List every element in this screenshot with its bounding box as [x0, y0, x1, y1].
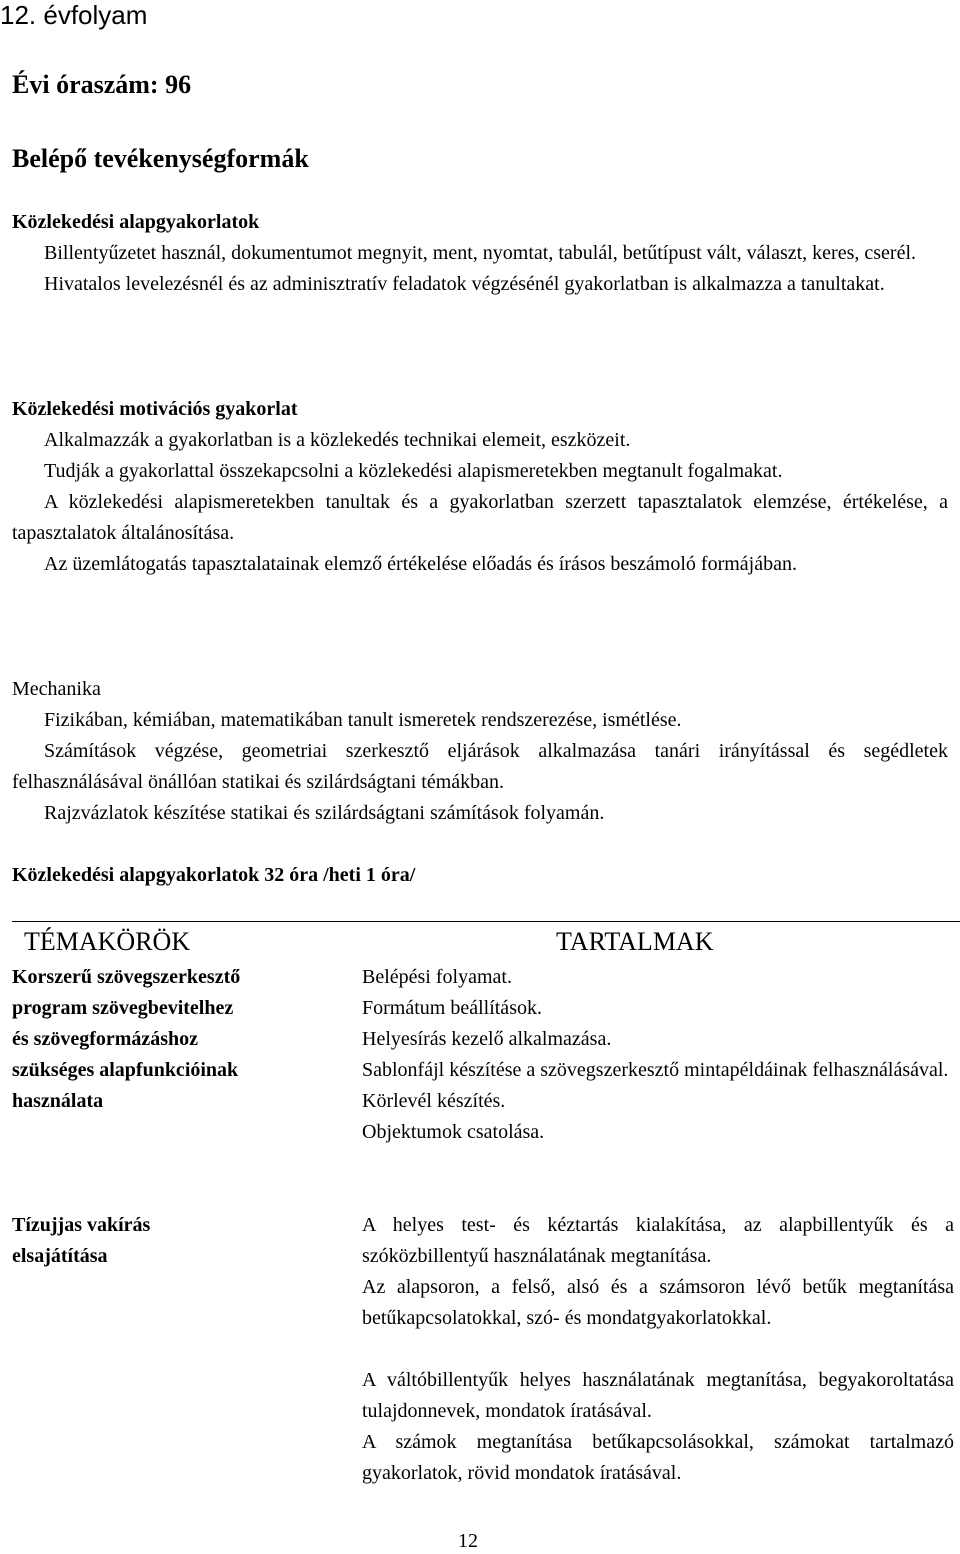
column-header-topics: TÉMAKÖRÖK	[24, 927, 191, 956]
section-kozlekedesi-alapgyakorlatok	[12, 207, 948, 300]
section-paragraph: A közlekedési alapismeretekben tanultak és a gyakorlatban szerzett tapasztalatok elemzése, értékelése, a tapasztalatok általánosítása.	[12, 491, 948, 544]
content-item: Formátum beállítások.	[362, 997, 542, 1019]
section-paragraph: Számítások végzése, geometriai szerkesztő eljárások alkalmazása tanári irányítással és segédletek felhasználásával önállóan statikai és szilárdságtani témákban.	[12, 740, 948, 793]
section-title: Közlekedési alapgyakorlatok	[12, 211, 260, 233]
content-cell	[362, 962, 954, 1148]
content-item: A váltóbillentyűk helyes használatának megtanítása, begyakoroltatása tulajdonnevek, mondatok íratásával.	[362, 1369, 954, 1422]
section-paragraph: Billentyűzetet használ, dokumentumot megnyit, ment, nyomtat, tabulál, betűtípust vált, választ, keres, cserél.	[44, 242, 917, 264]
section-paragraph: Hivatalos levelezésnél és az adminisztratív feladatok végzésénél gyakorlatban is alkalmazza a tanultakat.	[44, 273, 885, 295]
topic-cell: Korszerű szövegszerkesztő program szövegbevitelhez és szövegformázáshoz szükséges alapfunkcióinak használata	[12, 966, 241, 1112]
column-header-contents: TARTALMAK	[556, 927, 714, 956]
entry-activities-heading: Belépő tevékenységformák	[12, 144, 309, 173]
section-paragraph: Rajzvázlatok készítése statikai és szilárdságtani számítások folyamán.	[44, 802, 605, 824]
page-number: 12	[458, 1530, 478, 1552]
section-title: Közlekedési motivációs gyakorlat	[12, 398, 298, 420]
section-paragraph: Tudják a gyakorlattal összekapcsolni a közlekedési alapismeretekben megtanult fogalmakat.	[44, 460, 783, 482]
section-paragraph: Fizikában, kémiában, matematikában tanult ismeretek rendszerezése, ismétlése.	[44, 709, 682, 731]
course-heading: Közlekedési alapgyakorlatok 32 óra /heti 1 óra/	[12, 864, 416, 886]
content-cell	[362, 1210, 954, 1489]
table-top-rule	[12, 921, 960, 922]
section-paragraph: Az üzemlátogatás tapasztalatainak elemző értékelése előadás és írásos beszámoló formájában.	[44, 553, 797, 575]
topic-cell: Tízujjas vakírás elsajátítása	[12, 1214, 151, 1267]
content-item: Belépési folyamat.	[362, 966, 512, 988]
content-item: A számok megtanítása betűkapcsolásokkal, számokat tartalmazó gyakorlatok, rövid mondatok íratásával.	[362, 1431, 954, 1484]
section-motivacios-gyakorlat	[12, 394, 948, 580]
content-item: Az alapsoron, a felső, alsó és a számsoron lévő betűk megtanítása betűkapcsolatokkal, szó- és mondatgyakorlatokkal.	[362, 1276, 954, 1329]
content-item: A helyes test- és kéztartás kialakítása, az alapbillentyűk és a szóközbillentyű használatának megtanítása.	[362, 1214, 954, 1267]
content-item: Sablonfájl készítése a szövegszerkesztő mintapéldáinak felhasználásával.	[362, 1059, 949, 1081]
content-item: Helyesírás kezelő alkalmazása.	[362, 1028, 612, 1050]
section-paragraph: Alkalmazzák a gyakorlatban is a közlekedés technikai elemeit, eszközeit.	[44, 429, 631, 451]
content-item: Körlevél készítés.	[362, 1090, 506, 1112]
annual-hours-heading: Évi óraszám: 96	[12, 70, 192, 99]
content-item: Objektumok csatolása.	[362, 1121, 545, 1143]
section-title: Mechanika	[12, 678, 101, 700]
section-mechanika	[12, 674, 948, 829]
grade-title: 12. évfolyam	[0, 0, 148, 30]
